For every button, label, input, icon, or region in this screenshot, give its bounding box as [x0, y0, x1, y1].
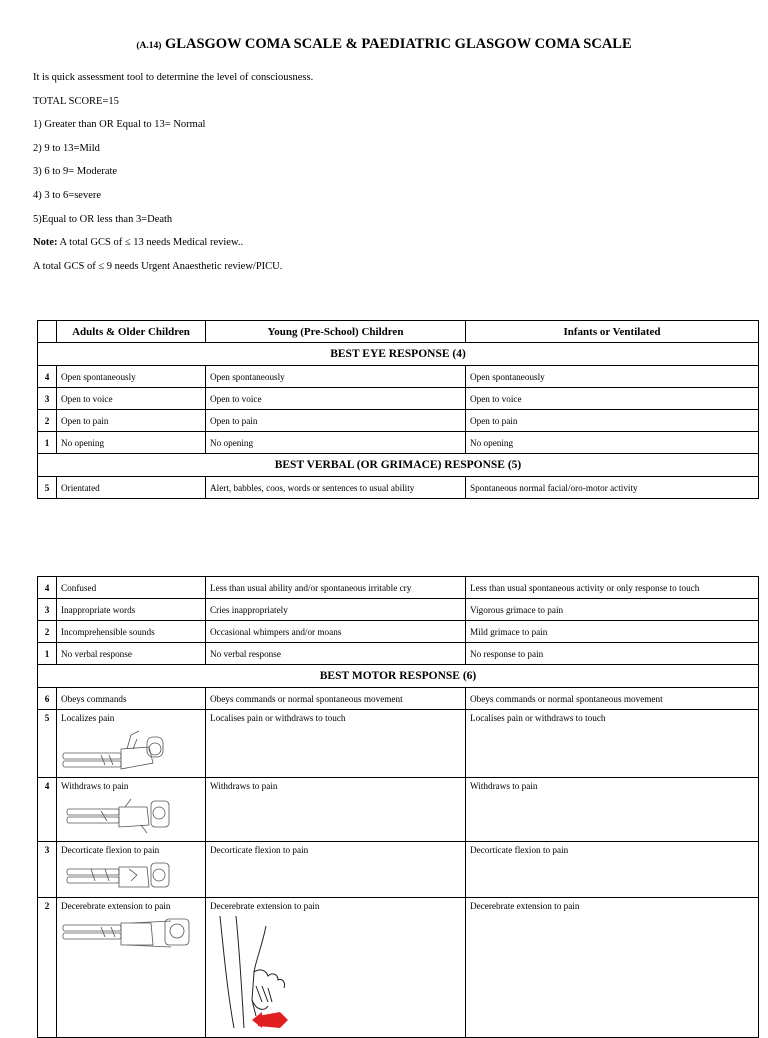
cell: No opening	[206, 432, 466, 454]
cell: No verbal response	[206, 643, 466, 665]
cell: Open to voice	[57, 388, 206, 410]
cell: Open spontaneously	[57, 366, 206, 388]
score-cell: 5	[38, 477, 57, 499]
cell-with-figure	[57, 842, 206, 898]
decerebrate-extension-figure-icon	[61, 915, 195, 951]
cell: Spontaneous normal facial/oro-motor activity	[466, 477, 759, 499]
cell-label: Decerebrate extension to pain	[61, 901, 171, 911]
gcs-table-part-2	[37, 576, 759, 1038]
score-cell: 4	[38, 577, 57, 599]
section-title-eye: BEST EYE RESPONSE (4)	[38, 343, 759, 366]
cell: Alert, babbles, coos, words or sentences to usual ability	[206, 477, 466, 499]
cell: Incomprehensible sounds	[57, 621, 206, 643]
score-cell: 3	[38, 388, 57, 410]
cell: Confused	[57, 577, 206, 599]
withdraws-to-pain-figure-icon	[61, 795, 173, 835]
score-cell: 2	[38, 621, 57, 643]
cell: Open to pain	[57, 410, 206, 432]
table-row	[38, 643, 759, 665]
header-score	[38, 321, 57, 343]
cell-label: Withdraws to pain	[61, 781, 129, 791]
cell: No response to pain	[466, 643, 759, 665]
header-infants: Infants or Ventilated	[466, 321, 759, 343]
cell-label: Localizes pain	[61, 713, 115, 723]
cell: Mild grimace to pain	[466, 621, 759, 643]
score-cell: 3	[38, 842, 57, 898]
score-cell: 4	[38, 778, 57, 842]
cell: Less than usual spontaneous activity or only response to touch	[466, 577, 759, 599]
total-score: TOTAL SCORE=15	[33, 95, 119, 107]
intro-description: It is quick assessment tool to determine the level of consciousness.	[33, 72, 314, 83]
score-cell: 6	[38, 688, 57, 710]
score-cell: 1	[38, 432, 57, 454]
cell: No opening	[57, 432, 206, 454]
table-row	[38, 432, 759, 454]
title-main: GLASGOW COMA SCALE & PAEDIATRIC GLASGOW COMA SCALE	[165, 36, 632, 52]
range-2: 2) 9 to 13=Mild	[33, 142, 100, 154]
cell: Open to pain	[466, 410, 759, 432]
table-row	[38, 577, 759, 599]
cell: No verbal response	[57, 643, 206, 665]
cell: Obeys commands or normal spontaneous movement	[206, 688, 466, 710]
table-row	[38, 477, 759, 499]
cell-with-figure	[57, 898, 206, 1038]
section-title-verbal: BEST VERBAL (OR GRIMACE) RESPONSE (5)	[38, 454, 759, 477]
section-eye	[38, 343, 759, 366]
pain-stimulus-hand-icon	[206, 916, 306, 1028]
cell: Decerebrate extension to pain	[466, 898, 759, 1038]
cell: Localises pain or withdraws to touch	[206, 710, 466, 778]
table-row	[38, 410, 759, 432]
red-arrow-head	[252, 1012, 262, 1028]
header-young: Young (Pre-School) Children	[206, 321, 466, 343]
note-2: A total GCS of ≤ 9 needs Urgent Anaesthetic review/PICU.	[33, 260, 283, 272]
header-row	[38, 321, 759, 343]
table-row	[38, 898, 759, 1038]
page-title	[0, 36, 768, 53]
cell: Vigorous grimace to pain	[466, 599, 759, 621]
cell: Open to voice	[466, 388, 759, 410]
cell: Localises pain or withdraws to touch	[466, 710, 759, 778]
score-cell: 5	[38, 710, 57, 778]
cell-label: Decerebrate extension to pain	[210, 901, 320, 911]
cell: Open spontaneously	[206, 366, 466, 388]
note	[33, 237, 733, 261]
range-4: 4) 3 to 6=severe	[33, 189, 102, 201]
title-prefix: (A.14)	[136, 41, 162, 51]
table-row	[38, 599, 759, 621]
header-adults: Adults & Older Children	[57, 321, 206, 343]
red-arrow-shape	[258, 1012, 288, 1028]
table-row	[38, 710, 759, 778]
table-row	[38, 778, 759, 842]
localizes-pain-figure-icon	[61, 727, 165, 775]
cell: Open to pain	[206, 410, 466, 432]
cell-with-figure	[206, 898, 466, 1038]
score-cell: 4	[38, 366, 57, 388]
section-verbal	[38, 454, 759, 477]
intro-section	[33, 72, 733, 284]
score-cell: 2	[38, 410, 57, 432]
range-1: 1) Greater than OR Equal to 13= Normal	[33, 119, 206, 131]
cell-with-figure	[57, 778, 206, 842]
section-title-motor: BEST MOTOR RESPONSE (6)	[38, 665, 759, 688]
cell: Obeys commands or normal spontaneous movement	[466, 688, 759, 710]
note-label: Note:	[33, 237, 58, 249]
cell: Cries inappropriately	[206, 599, 466, 621]
cell: Orientated	[57, 477, 206, 499]
table-row	[38, 388, 759, 410]
table-row	[38, 688, 759, 710]
cell: Less than usual ability and/or spontaneous irritable cry	[206, 577, 466, 599]
note-text: A total GCS of ≤ 13 needs Medical review..	[57, 237, 244, 249]
section-motor	[38, 665, 759, 688]
gcs-table-part-1	[37, 320, 759, 499]
decorticate-flexion-figure-icon	[61, 859, 173, 893]
cell: Open spontaneously	[466, 366, 759, 388]
cell: No opening	[466, 432, 759, 454]
cell: Withdraws to pain	[466, 778, 759, 842]
cell: Obeys commands	[57, 688, 206, 710]
cell: Open to voice	[206, 388, 466, 410]
range-5: 5)Equal to OR less than 3=Death	[33, 213, 173, 225]
cell: Occasional whimpers and/or moans	[206, 621, 466, 643]
table-row	[38, 621, 759, 643]
table-row	[38, 366, 759, 388]
cell-label: Decorticate flexion to pain	[61, 845, 160, 855]
score-cell: 2	[38, 898, 57, 1038]
score-cell: 1	[38, 643, 57, 665]
cell: Withdraws to pain	[206, 778, 466, 842]
cell: Decorticate flexion to pain	[206, 842, 466, 898]
cell: Inappropriate words	[57, 599, 206, 621]
score-cell: 3	[38, 599, 57, 621]
range-3: 3) 6 to 9= Moderate	[33, 166, 118, 178]
cell-with-figure	[57, 710, 206, 778]
cell: Decorticate flexion to pain	[466, 842, 759, 898]
table-row	[38, 842, 759, 898]
